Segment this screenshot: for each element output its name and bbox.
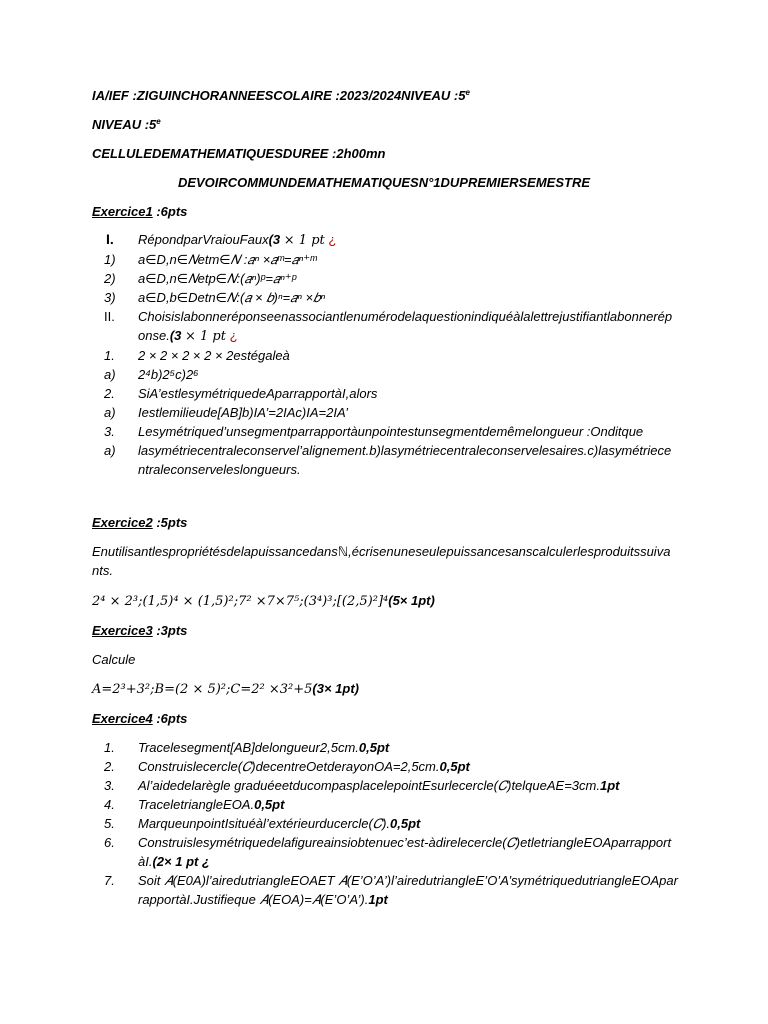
exercise-2-expression: 2⁴ × 2³;(1,5)⁴ × (1,5)²;7² ×7×7⁵;(3⁴)³;[(2,5)²]⁴(5× 1pt): [92, 593, 435, 609]
exercise-4-item-7: 7. Soit 𝐴(E0A)l’airedutriangleEOAET 𝐴(E’O’A’)l’airedutriangleE’O’A’symétriquedutriangleEOAparrapportàI.Justifieque 𝐴(EOA)=𝐴(E’O’A’).1pt: [104, 873, 678, 907]
document-title: DEVOIRCOMMUNDEMATHEMATIQUESN°1DUPREMIERSEMESTRE: [177, 175, 591, 190]
exercise-4-item-2: 2. Construislecercle(𝐶)decentreOetderayonOA=2,5cm.0,5pt: [104, 759, 470, 774]
exercise-1-m3: 3. Lesymétriqued’unsegmentparrapportàunpointestunsegmentdemêmelongueur :Onditque: [104, 424, 644, 439]
exercise-1-m1: 1. 2 × 2 × 2 × 2 × 2estégaleà: [104, 348, 290, 363]
exercise-4-item-3: 3. Al’aidedelarègle graduéeetducompasplacelepointEsurlecercle(𝐶)telqueAE=3cm.1pt: [104, 778, 620, 793]
header-line-3: CELLULEDEMATHEMATIQUESDUREE :2h00mn: [92, 146, 386, 161]
exercise-4-item-5: 5. MarqueunpointIsituéàl’extérieurducercle(𝐶).0,5pt: [104, 816, 421, 831]
exercise-1-part-1: I. RépondparVraiouFaux(3 × 1 pt ¿: [106, 231, 337, 248]
exercise-1-q3: 3) a∈D,b∈Detn∈𝑁:(𝑎 × 𝑏)ⁿ=𝑎ⁿ ×𝑏ⁿ: [104, 290, 326, 305]
header-line-2: NIVEAU :5e: [92, 117, 161, 132]
exercise-2-instructions: Enutilisantlespropriétésdelapuissancedansℕ,écrisenuneseulepuissancesanscalculerlesproduitssuivants.: [92, 544, 671, 578]
exercise-4-item-1: 1. Tracelesegment[AB]delongueur2,5cm.0,5pt: [104, 740, 390, 755]
exercise-1-m2: 2. SiA’estlesymétriquedeAparrapportàI,alors: [104, 386, 378, 401]
exercise-1-q1: 1) a∈D,n∈𝑁etm∈𝑁 :𝑎ⁿ ×𝑎ᵐ=𝑎ⁿ⁺ᵐ: [104, 252, 317, 267]
exercise-1-a1: a) 2⁴b)2⁵c)2⁶: [104, 367, 199, 382]
exercise-4-item-4: 4. TraceletriangleEOA.0,5pt: [104, 797, 285, 812]
exercise-3-instructions: Calcule: [92, 652, 136, 667]
exercise-1-a3: a) lasymétriecentraleconservel’alignement.b)lasymétriecentraleconservelesaires.c)lasymétriecentraleconserveleslongueurs.: [104, 443, 672, 477]
exercise-1-part-2: II. Choisislabonneréponseenassociantlenumérodelaquestionindiquéàlalettrejustifiantlabonneréponse.(3 × 1 pt ¿: [104, 309, 673, 344]
exercise-1-list: [92, 230, 692, 479]
exercise-3-expression: A=2³+3²;B=(2 × 5)²;C=2² ×3²+5(3× 1pt): [92, 681, 359, 697]
exercise-4-list: [92, 738, 692, 909]
header-line-1: IA/IEF :ZIGUINCHORANNEESCOLAIRE :2023/2024NIVEAU :5e: [92, 88, 470, 103]
exercise-2-heading: Exercice2 :5pts: [92, 515, 188, 530]
exercise-1-q2: 2) a∈D,n∈𝑁etp∈𝑁:(𝑎ⁿ)ᵖ=𝑎ⁿ⁺ᵖ: [104, 271, 297, 286]
exercise-3-heading: Exercice3 :3pts: [92, 623, 188, 638]
exercise-1-a2: a) Iestlemilieude[AB]b)IA’=2IAc)IA=2IA’: [104, 405, 349, 420]
exercise-4-item-6: 6. Construislesymétriquedelafigureainsiobtenuec’est-àdirelecercle(𝐶)etletriangleEOAparrapportàI.(2× 1 pt ¿: [104, 835, 672, 869]
exercise-1-heading: Exercice1 :6pts: [92, 204, 188, 219]
exercise-4-heading: Exercice4 :6pts: [92, 711, 188, 726]
